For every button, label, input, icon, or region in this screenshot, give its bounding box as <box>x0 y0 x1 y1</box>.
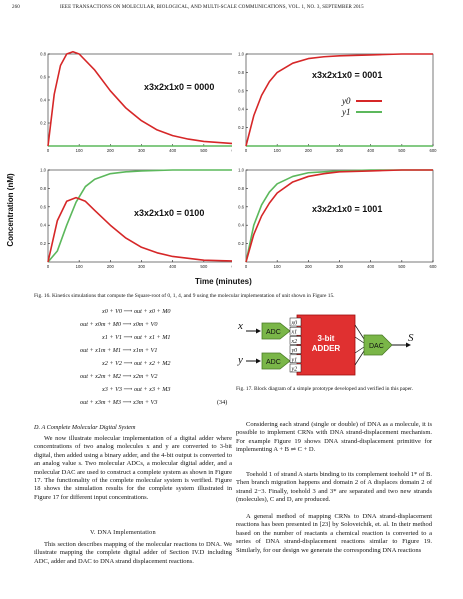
kinetics-chart <box>34 164 241 276</box>
x-tick-label: 400 <box>169 148 177 153</box>
x-tick-label: 500 <box>200 264 208 269</box>
x-tick-label: 100 <box>273 264 281 269</box>
x-tick-label: 200 <box>106 264 114 269</box>
plot-frame <box>246 54 433 146</box>
y-tick-label: 0.6 <box>238 204 244 210</box>
equation-line: x3 + V3 ⟶ out + x3 + M3 <box>102 386 171 393</box>
figure17-block-diagram <box>232 309 432 381</box>
bit-label: x1 <box>291 329 298 336</box>
x-tick-label: 300 <box>138 264 145 269</box>
bit-label: y0 <box>291 348 298 355</box>
paragraph-right-3: A general method of mapping CRNs to DNA strand-displacement reactions has been presented in [23] by Soloveichik, et. al. In their method based on the number of reactants a chemical reaction is converted to a series of DNA strand-displacement reactions similar to Figure 19. Similarly, for our design we generate the corresponding DNA reactions <box>236 513 432 554</box>
y-tick-label: 0.6 <box>40 204 46 210</box>
x-tick-label: 0 <box>244 264 248 269</box>
x-tick-label: 500 <box>200 148 208 153</box>
x-tick-label: 0 <box>46 264 50 269</box>
y-tick-label: 0.8 <box>238 69 244 75</box>
chart-panel-1001 <box>232 164 439 276</box>
x-tick-label: 200 <box>304 148 312 153</box>
svg-text:DAC: DAC <box>369 343 384 350</box>
kinetics-chart <box>34 48 241 160</box>
chart-panel-0100 <box>34 164 241 276</box>
bit-label: y2 <box>291 366 298 373</box>
paragraph-left-2: This section describes mapping of the molecular reactions to DNA. We illustrate mapping the complete digital adder of Section IV.D including ADC, adder and DAC to DNA strand displacement reactions. <box>34 541 232 565</box>
series-line-y0 <box>48 52 235 146</box>
panel-label: x3x2x1x0 = 0001 <box>312 70 383 80</box>
chart-panel-0000 <box>34 48 241 160</box>
plot-frame <box>246 170 433 262</box>
equation-line: out + x0m + M0 ⟶ x0m + V0 <box>80 321 158 328</box>
x-tick-label: 600 <box>429 264 437 269</box>
x-tick-label: 100 <box>75 264 83 269</box>
equation-line: out + x3m + M3 ⟶ x3m + V3 <box>80 399 158 406</box>
x-tick-label: 300 <box>336 264 343 269</box>
y-tick-label: 0.6 <box>40 74 46 80</box>
svg-text:ADDER: ADDER <box>311 344 341 353</box>
panel-label: x3x2x1x0 = 1001 <box>312 204 383 214</box>
svg-text:S: S <box>408 332 414 344</box>
x-tick-label: 100 <box>75 148 83 153</box>
y-axis-label <box>3 140 17 280</box>
y-tick-label: 0.4 <box>238 222 244 228</box>
equation-number: (34) <box>217 399 228 406</box>
bit-label: x0 <box>291 320 298 327</box>
paragraph-left-1: We now illustrate molecular implementation of a digital adder where concentrations of two analog molecules x and y are converted to 3-bit digital, then added using a binary adder, and the 4-bit output is converted to an analog value s. Two molecular ADCs, a molecular digital adder, and a molecular DAC are used to construct a complete system as shown in Figure 17. The functionality of the complete molecular system is verified. Figure 18 shows the simulation results for the complete system illustrated in Figure 17 for different input concentrations. <box>34 435 232 501</box>
chart-panel-0001 <box>232 48 439 160</box>
svg-text:Concentration (nM): Concentration (nM) <box>6 173 15 247</box>
journal-header: IEEE TRANSACTIONS ON MOLECULAR, BIOLOGICAL, AND MULTI-SCALE COMMUNICATIONS, VOL. 1, NO. 3, SEPTEMBER 2015 <box>60 5 364 10</box>
x-tick-label: 200 <box>106 148 114 153</box>
bit-label: x2 <box>291 338 298 345</box>
equation-line: x2 + V2 ⟶ out + x2 + M2 <box>102 360 171 367</box>
y-tick-label: 0.2 <box>238 241 244 247</box>
kinetics-chart <box>232 48 439 160</box>
paragraph-right-2: Toehold 1 of strand A starts binding to its complement toehold 1* of B. Then branch migration happens and domain 2 of A displaces domain 2 of strand 2−3. Finally, toehold 3 and 3* are separated and two new strands (molecules), C and D, are produced. <box>236 471 432 504</box>
x-tick-label: 400 <box>367 148 375 153</box>
y-tick-label: 0.8 <box>40 51 46 57</box>
paragraph-right-1: Considering each strand (single or double) of DNA as a molecule, it is possible to implement CRNs with DNA strand-displacement mechanism. For example Figure 19 shows DNA strand-displacement primitive for implementing A + B ⇌ C + D. <box>236 421 432 454</box>
x-tick-label: 200 <box>304 264 312 269</box>
x-tick-label: 100 <box>273 148 281 153</box>
kinetics-chart <box>232 164 439 276</box>
x-axis-label: Time (minutes) <box>195 277 252 286</box>
series-line-y0 <box>246 170 433 262</box>
svg-text:ADC: ADC <box>266 329 281 336</box>
figure17-caption: Fig. 17. Block diagram of a simple prototype developed and verified in this paper. <box>236 386 413 392</box>
y-tick-label: 0.2 <box>40 120 46 126</box>
panel-label: x3x2x1x0 = 0000 <box>144 82 215 92</box>
y-tick-label: 1.0 <box>238 167 244 173</box>
svg-text:3-bit: 3-bit <box>317 334 335 343</box>
y-tick-label: 1.0 <box>238 51 244 57</box>
y-tick-label: 0.8 <box>238 185 244 191</box>
figure16-caption: Fig. 16. Kinetics simulations that compute the Square-root of 0, 1, 4, and 9 using the molecular implementation of unit shown in Figure 15. <box>34 293 335 299</box>
equation-block <box>80 308 230 420</box>
equation-line: x1 + V1 ⟶ out + x1 + M1 <box>102 334 171 341</box>
x-tick-label: 500 <box>398 264 406 269</box>
series-line-y0 <box>246 54 433 146</box>
y-tick-label: 0.4 <box>40 97 46 103</box>
bit-label: y1 <box>291 357 298 364</box>
y-tick-label: 0.4 <box>238 106 244 112</box>
x-tick-label: 0 <box>46 148 50 153</box>
plot-frame <box>48 54 235 146</box>
x-tick-label: 0 <box>244 148 248 153</box>
svg-text:y: y <box>238 354 243 366</box>
legend-label-y1: y1 <box>342 107 351 117</box>
x-tick-label: 400 <box>367 264 375 269</box>
page-number: 260 <box>12 5 20 10</box>
x-tick-label: 600 <box>429 148 437 153</box>
x-tick-label: 300 <box>138 148 145 153</box>
equation-line: out + x2m + M2 ⟶ x2m + V2 <box>80 373 158 380</box>
equation-line: out + x1m + M1 ⟶ x1m + V1 <box>80 347 158 354</box>
x-tick-label: 400 <box>169 264 177 269</box>
x-tick-label: 500 <box>398 148 406 153</box>
y-tick-label: 0.8 <box>40 185 46 191</box>
section-d-heading: D. A Complete Molecular Digital System <box>34 424 136 431</box>
svg-text:x: x <box>238 320 243 332</box>
y-tick-label: 0.6 <box>238 88 244 94</box>
y-tick-label: 1.0 <box>40 167 46 173</box>
x-tick-label: 300 <box>336 148 343 153</box>
svg-text:ADC: ADC <box>266 359 281 366</box>
section-v-heading: V. DNA Implementation <box>90 529 156 536</box>
y-tick-label: 0.2 <box>238 125 244 131</box>
y-tick-label: 0.2 <box>40 241 46 247</box>
legend-label-y0: y0 <box>342 96 351 106</box>
equation-line: x0 + V0 ⟶ out + x0 + M0 <box>102 308 171 315</box>
panel-label: x3x2x1x0 = 0100 <box>134 208 205 218</box>
series-line-y1 <box>246 170 433 262</box>
y-tick-label: 0.4 <box>40 222 46 228</box>
